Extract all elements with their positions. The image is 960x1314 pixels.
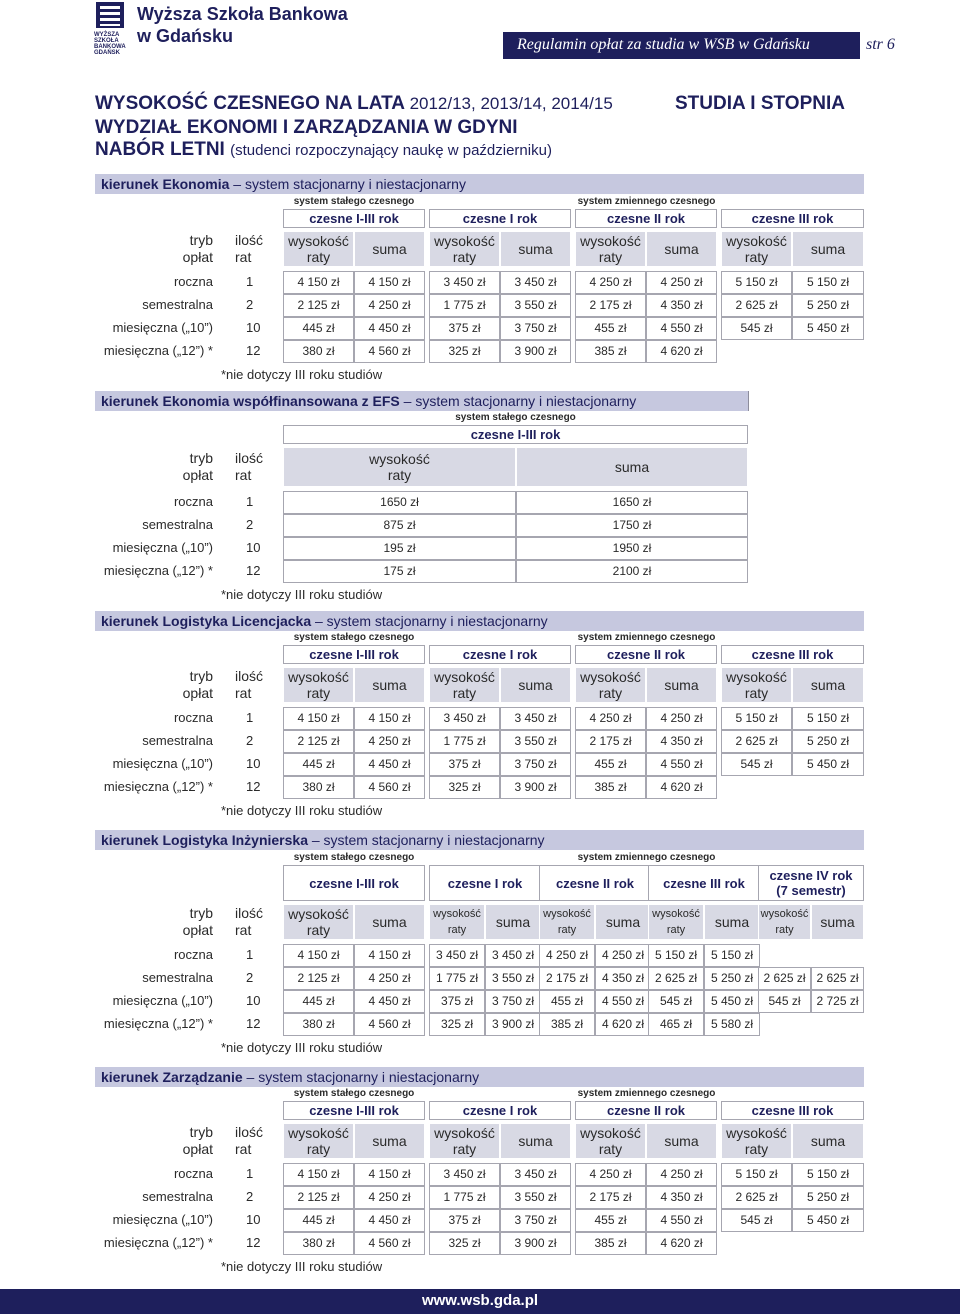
section-title-logistyka_lic [101,613,548,629]
fee-cell: 3 900 zł [500,776,571,799]
fee-cell: 4 250 zł [646,271,717,294]
fee-cell: 4 450 zł [354,317,425,340]
fee-cell: 4 150 zł [354,1163,425,1186]
row-label: semestralna [142,970,213,985]
row-installments: 12 [246,779,261,794]
fee-cell: 2 625 zł [758,967,811,990]
caption-zmiennego: system zmiennego czesnego [577,1088,716,1099]
fee-cell: 4 620 zł [646,776,717,799]
row-label: roczna [173,274,213,289]
column-header-sum: suma [500,667,571,703]
section-bar-efs [95,391,749,411]
fee-cell: 5 250 zł [792,294,864,317]
fee-cell: 3 450 zł [500,1163,571,1186]
document-title-bar [503,32,860,59]
section-bar-logistyka_lic [95,611,864,631]
footer-bar [0,1289,960,1314]
row-installments: 10 [246,993,261,1008]
page-number: str 6 [866,36,895,53]
fee-cell: 325 zł [429,1013,485,1036]
row-installments: 1 [246,1166,254,1181]
row-label: miesięczna („12”) * [103,1235,213,1250]
fee-cell: 5 250 zł [792,730,864,753]
row-installments: 1 [246,710,254,725]
section-bar-zarzadzanie [95,1067,864,1087]
caption-stalego: system stałego czesnego [293,632,415,643]
fee-cell: 2 625 zł [648,967,704,990]
column-header-rate: wysokość raty [283,904,354,940]
fee-cell: 3 900 zł [500,340,571,363]
column-header-ilosc: ilość rat [235,668,264,701]
row-label: miesięczna („12”) * [103,343,213,358]
row-label: miesięczna („12”) * [103,779,213,794]
fee-cell: 4 350 zł [646,294,717,317]
study-level-title: STUDIA I STOPNIA [675,93,845,114]
footnote-year3: *nie dotyczy III roku studiów [221,1259,383,1274]
column-header-rate: wysokość raty [575,1123,646,1159]
fee-cell: 4 620 zł [646,340,717,363]
fee-cell: 3 750 zł [500,1209,571,1232]
fee-cell: 875 zł [283,514,516,537]
fee-cell: 195 zł [283,537,516,560]
period-header-czesne-3: czesne III rok [721,209,864,228]
fee-cell: 375 zł [429,1209,500,1232]
row-label: miesięczna („10”) [112,993,213,1008]
fee-cell: 3 450 zł [500,271,571,294]
fee-cell: 4 150 zł [283,271,354,294]
column-header-sum: suma [516,447,748,487]
fee-cell: 5 450 zł [792,753,864,776]
column-header-ilosc: ilość rat [235,450,264,483]
fee-cell: 5 250 zł [792,1186,864,1209]
section-field: kierunek Logistyka Licencjacka [101,613,312,629]
row-installments: 10 [246,756,261,771]
column-header-sum: suma [354,667,425,703]
fee-cell: 375 zł [429,753,500,776]
fee-cell: 1750 zł [516,514,748,537]
footnote-year3: *nie dotyczy III roku studiów [221,1040,383,1055]
row-installments: 2 [246,970,254,985]
fee-cell: 5 150 zł [721,271,792,294]
period-header-czesne-3: czesne III rok [721,1101,864,1120]
row-installments: 10 [246,1212,261,1227]
fee-cell: 3 450 zł [500,707,571,730]
caption-stalego: system stałego czesnego [455,412,576,423]
section-field: kierunek Zarządzanie [101,1069,243,1085]
fee-cell: 4 150 zł [283,1163,354,1186]
row-label: semestralna [142,733,213,748]
fee-cell: 385 zł [575,340,646,363]
caption-stalego: system stałego czesnego [293,1088,415,1099]
column-header-rate: wysokość raty [575,231,646,267]
period-header-czesne-2: czesne II rok [575,645,717,664]
fee-cell: 2 125 zł [283,967,354,990]
row-label: miesięczna („12”) * [103,1016,213,1031]
fee-cell: 4 560 zł [354,1232,425,1255]
intake-title-main: NABÓR LETNI [95,139,225,160]
fee-cell: 4 250 zł [646,1163,717,1186]
fee-cell: 2 125 zł [283,1186,354,1209]
fee-cell: 4 560 zł [354,1013,425,1036]
section-title-zarzadzanie [101,1069,479,1085]
column-header-tryb: tryb opłat [182,1124,213,1157]
period-header-czesne-3: czesne III rok [721,645,864,664]
fee-cell: 4 250 zł [646,707,717,730]
column-header-rate: wysokość raty [429,667,500,703]
fee-cell: 325 zł [429,1232,500,1255]
fee-cell: 5 150 zł [792,1163,864,1186]
fee-cell: 380 zł [283,340,354,363]
fee-cell: 4 150 zł [283,707,354,730]
fee-cell: 4 250 zł [595,944,651,967]
period-header-czesne-1-3: czesne I-III rok [283,645,425,664]
column-header-rate: wysokość raty [283,1123,354,1159]
fee-cell: 375 zł [429,990,485,1013]
section-field: kierunek Ekonomia współfinansowana z EFS [101,393,400,409]
fee-cell: 5 150 zł [792,707,864,730]
column-header-sum: suma [354,904,425,940]
caption-stalego: system stałego czesnego [293,196,415,207]
row-installments: 1 [246,947,254,962]
column-header-rate: wysokość raty [539,904,595,940]
row-label: roczna [173,710,213,725]
fee-cell: 1950 zł [516,537,748,560]
column-header-sum: suma [485,904,541,940]
fee-cell: 465 zł [648,1013,704,1036]
fee-cell: 4 150 zł [283,944,354,967]
fee-cell: 445 zł [283,990,354,1013]
fee-cell: 545 zł [721,1209,792,1232]
row-label: miesięczna („10”) [112,540,213,555]
intake-title-note: (studenci rozpoczynający naukę w październiku) [230,142,552,159]
fee-cell: 455 zł [575,1209,646,1232]
fee-cell: 545 zł [721,753,792,776]
fee-cell: 2 625 zł [811,967,864,990]
column-header-tryb: tryb opłat [182,668,213,701]
column-header-rate: wysokość raty [575,667,646,703]
fee-cell: 385 zł [575,776,646,799]
section-bar-logistyka_inz [95,830,864,850]
column-header-rate: wysokość raty [721,231,792,267]
fee-cell: 545 zł [721,317,792,340]
column-header-sum: suma [646,231,717,267]
fee-cell: 3 450 zł [485,944,541,967]
fee-cell: 4 250 zł [539,944,595,967]
fee-cell: 325 zł [429,776,500,799]
column-header-sum: suma [646,1123,717,1159]
column-header-ilosc: ilość rat [235,232,264,265]
fee-cell: 4 560 zł [354,340,425,363]
fee-cell: 4 450 zł [354,753,425,776]
fee-cell: 3 550 zł [500,294,571,317]
footnote-year3: *nie dotyczy III roku studiów [221,803,383,818]
fee-cell: 4 560 zł [354,776,425,799]
faculty-title: WYDZIAŁ EKONOMI I ZARZĄDZANIA W GDYNI [95,117,518,138]
section-mode: – system stacjonarny i niestacjonarny [311,613,548,629]
column-header-sum: suma [811,904,864,940]
fee-cell: 5 250 zł [704,967,760,990]
column-header-sum: suma [792,1123,864,1159]
fee-cell: 3 750 zł [485,990,541,1013]
fee-cell: 4 550 zł [646,753,717,776]
column-header-sum: suma [354,1123,425,1159]
column-header-rate: wysokość raty [429,231,500,267]
column-header-sum: suma [646,667,717,703]
row-installments: 12 [246,343,261,358]
fee-cell: 4 250 zł [575,1163,646,1186]
fee-cell: 4 550 zł [646,317,717,340]
row-label: roczna [173,947,213,962]
section-field: kierunek Ekonomia [101,176,230,192]
column-header-tryb: tryb opłat [182,905,213,938]
fee-cell: 175 zł [283,560,516,583]
section-mode: – system stacjonarny i niestacjonarny [229,176,466,192]
column-header-sum: suma [704,904,760,940]
caption-zmiennego: system zmiennego czesnego [577,196,716,207]
row-installments: 1 [246,274,254,289]
row-installments: 2 [246,733,254,748]
fee-cell: 4 150 zł [354,707,425,730]
document-title: Regulamin opłat za studia w WSB w Gdańsku [517,36,810,53]
caption-zmiennego: system zmiennego czesnego [577,632,716,643]
logo-small-text: WYŻSZA SZKOŁA BANKOWA GDAŃSK [94,32,126,56]
row-installments: 2 [246,1189,254,1204]
fee-cell: 5 150 zł [704,944,760,967]
fee-cell: 5 450 zł [792,1209,864,1232]
fee-cell: 3 750 zł [500,753,571,776]
wsb-logo [94,2,364,56]
section-title-ekonomia [101,176,466,192]
period-header-czesne-1: czesne I rok [429,1101,571,1120]
footnote-year3: *nie dotyczy III roku studiów [221,367,383,382]
fee-cell: 3 900 zł [485,1013,541,1036]
row-installments: 12 [246,1016,261,1031]
column-header-ilosc: ilość rat [235,1124,264,1157]
fee-cell: 2 625 zł [721,1186,792,1209]
column-header-ilosc: ilość rat [235,905,264,938]
row-installments: 12 [246,563,261,578]
column-header-sum: suma [500,231,571,267]
fee-cell: 1 775 zł [429,967,485,990]
row-installments: 10 [246,320,261,335]
column-header-rate: wysokość raty [283,231,354,267]
row-label: roczna [173,1166,213,1181]
column-header-rate: wysokość raty [758,904,811,940]
fee-cell: 3 450 zł [429,271,500,294]
fee-cell: 4 250 zł [575,271,646,294]
period-header-czesne-1: czesne I rok [429,865,541,901]
fee-cell: 2 625 zł [721,730,792,753]
section-title-efs [101,393,636,409]
fee-cell: 4 450 zł [354,1209,425,1232]
fee-cell: 325 zł [429,340,500,363]
fee-cell: 445 zł [283,1209,354,1232]
row-label: semestralna [142,1189,213,1204]
section-mode: – system stacjonarny i niestacjonarny [307,832,545,848]
fee-cell: 380 zł [283,1232,354,1255]
row-label: miesięczna („10”) [112,320,213,335]
section-title-logistyka_inz [101,832,545,848]
section-mode: – system stacjonarny i niestacjonarny [399,393,637,409]
row-installments: 10 [246,540,261,555]
fee-cell: 3 550 zł [500,730,571,753]
fee-cell: 2 725 zł [811,990,864,1013]
fee-cell: 4 250 zł [354,730,425,753]
logo-name-line1: Wyższa Szkoła Bankowa [137,4,348,24]
fee-cell: 455 zł [575,317,646,340]
fee-cell: 545 zł [758,990,811,1013]
column-header-tryb: tryb opłat [182,450,213,483]
fee-cell: 2100 zł [516,560,748,583]
fee-cell: 545 zł [648,990,704,1013]
row-installments: 2 [246,297,254,312]
fee-cell: 445 zł [283,753,354,776]
column-header-rate: wysokość raty [721,667,792,703]
row-label: miesięczna („12”) * [103,563,213,578]
fee-cell: 3 550 zł [485,967,541,990]
fee-cell: 4 350 zł [646,1186,717,1209]
period-header-czesne-1-3: czesne I-III rok [283,209,425,228]
footnote-year3: *nie dotyczy III roku studiów [221,587,383,602]
column-header-tryb: tryb opłat [182,232,213,265]
fee-cell: 2 175 zł [575,294,646,317]
fee-cell: 4 620 zł [595,1013,651,1036]
fee-cell: 380 zł [283,1013,354,1036]
column-header-sum: suma [595,904,651,940]
row-label: miesięczna („10”) [112,756,213,771]
period-header-czesne-4: czesne IV rok (7 semestr) [758,865,864,901]
period-header-czesne-1: czesne I rok [429,209,571,228]
fee-cell: 5 150 zł [721,1163,792,1186]
fee-cell: 3 450 zł [429,707,500,730]
fee-cell: 4 450 zł [354,990,425,1013]
fee-cell: 5 150 zł [721,707,792,730]
period-header-czesne-1-3: czesne I-III rok [283,425,748,444]
fee-cell: 5 150 zł [792,271,864,294]
column-header-rate: wysokość raty [648,904,704,940]
caption-stalego: system stałego czesnego [293,852,415,863]
fee-cell: 455 zł [539,990,595,1013]
footer-url[interactable]: www.wsb.gda.pl [421,1292,539,1309]
fee-cell: 4 350 zł [646,730,717,753]
row-label: semestralna [142,297,213,312]
fee-cell: 4 150 zł [354,271,425,294]
fee-cell: 375 zł [429,317,500,340]
fee-cell: 2 175 zł [575,1186,646,1209]
fee-cell: 4 550 zł [646,1209,717,1232]
fee-cell: 3 750 zł [500,317,571,340]
column-header-sum: suma [792,231,864,267]
fee-cell: 2 125 zł [283,730,354,753]
section-field: kierunek Logistyka Inżynierska [101,832,308,848]
row-installments: 12 [246,1235,261,1250]
fee-cell: 4 250 zł [354,1186,425,1209]
page-title [95,93,613,115]
row-label: miesięczna („10”) [112,1212,213,1227]
section-bar-ekonomia [95,174,864,194]
fee-cell: 2 125 zł [283,294,354,317]
fee-cell: 1 775 zł [429,1186,500,1209]
fee-cell: 385 zł [539,1013,595,1036]
fee-cell: 3 900 zł [500,1232,571,1255]
page-title-main: WYSOKOŚĆ CZESNEGO NA LATA [95,93,405,114]
fee-cell: 455 zł [575,753,646,776]
fee-cell: 5 150 zł [648,944,704,967]
period-header-czesne-2: czesne II rok [575,1101,717,1120]
fee-cell: 4 620 zł [646,1232,717,1255]
fee-cell: 1 775 zł [429,294,500,317]
fee-cell: 2 625 zł [721,294,792,317]
section-mode: – system stacjonarny i niestacjonarny [242,1069,480,1085]
fee-cell: 5 580 zł [704,1013,760,1036]
column-header-sum: suma [500,1123,571,1159]
period-header-czesne-3: czesne III rok [648,865,760,901]
column-header-rate: wysokość raty [721,1123,792,1159]
period-header-czesne-1-3: czesne I-III rok [283,865,425,901]
fee-cell: 2 175 zł [539,967,595,990]
period-header-czesne-2: czesne II rok [539,865,651,901]
period-header-czesne-1: czesne I rok [429,645,571,664]
fee-cell: 3 550 zł [500,1186,571,1209]
fee-cell: 5 450 zł [704,990,760,1013]
period-header-czesne-2: czesne II rok [575,209,717,228]
row-label: semestralna [142,517,213,532]
column-header-rate: wysokość raty [283,447,516,487]
column-header-rate: wysokość raty [429,904,485,940]
fee-cell: 2 175 zł [575,730,646,753]
fee-cell: 4 150 zł [354,944,425,967]
fee-cell: 1650 zł [516,491,748,514]
fee-cell: 385 zł [575,1232,646,1255]
column-header-sum: suma [792,667,864,703]
intake-title [95,139,552,161]
fee-cell: 380 zł [283,776,354,799]
row-installments: 1 [246,494,254,509]
period-header-czesne-1-3: czesne I-III rok [283,1101,425,1120]
fee-cell: 4 250 zł [354,294,425,317]
logo-name [137,3,348,47]
fee-cell: 3 450 zł [429,1163,500,1186]
fee-cell: 1650 zł [283,491,516,514]
caption-zmiennego: system zmiennego czesnego [577,852,716,863]
page-title-years: 2012/13, 2013/14, 2014/15 [409,94,613,113]
column-header-rate: wysokość raty [283,667,354,703]
column-header-sum: suma [354,231,425,267]
fee-cell: 4 350 zł [595,967,651,990]
fee-cell: 4 250 zł [354,967,425,990]
fee-cell: 4 550 zł [595,990,651,1013]
logo-name-line2: w Gdańsku [137,26,234,46]
fee-cell: 4 250 zł [575,707,646,730]
fee-cell: 5 450 zł [792,317,864,340]
fee-cell: 1 775 zł [429,730,500,753]
column-header-rate: wysokość raty [429,1123,500,1159]
fee-cell: 445 zł [283,317,354,340]
row-installments: 2 [246,517,254,532]
fee-cell: 3 450 zł [429,944,485,967]
row-label: roczna [173,494,213,509]
